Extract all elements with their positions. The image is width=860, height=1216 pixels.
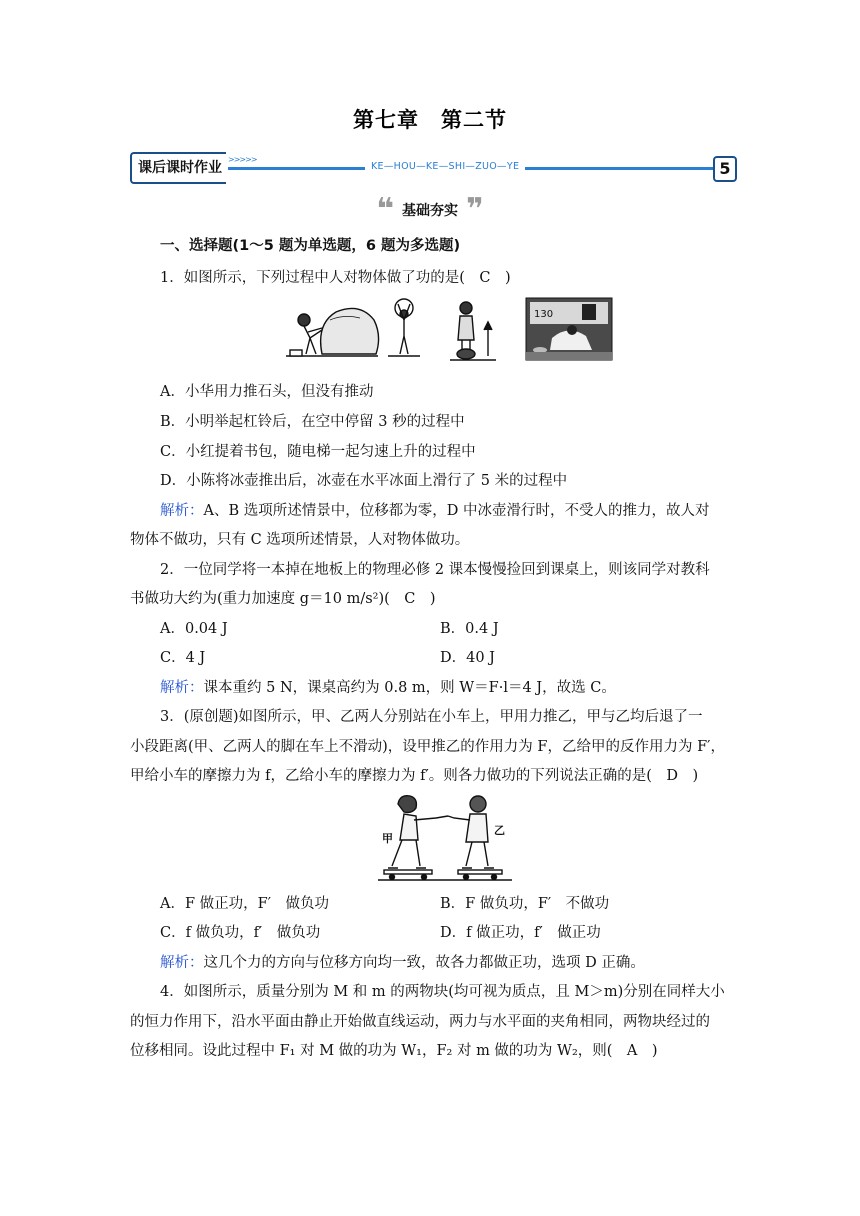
chapter-title: 第七章 第二节 (353, 108, 507, 132)
push-rock-illustration (286, 308, 379, 356)
banner-arrows-icon: >>>>> (228, 155, 257, 164)
q2-option-b: B．0.4 J (440, 621, 499, 637)
q3-option-a: A．F 做正功，F′ 做负功 (160, 896, 329, 912)
q1-stem: 1．如图所示，下列过程中人对物体做了功的是( C ) (160, 270, 511, 286)
q3-option-c: C．f 做负功，f′ 做负功 (160, 925, 321, 941)
q4-stem-line-3: 位移相同。设此过程中 F₁ 对 M 做的功为 W₁，F₂ 对 m 做的功为 W₂，则( A ) (130, 1043, 658, 1059)
banner-pinyin: KE—HOU—KE—SHI—ZUO—YE (365, 158, 525, 176)
q3-stem-line-1: 3．(原创题)如图所示，甲、乙两人分别站在小车上，甲用力推乙，甲与乙均后退了一 (160, 709, 703, 725)
q2-analysis (160, 676, 616, 697)
cart-yi (458, 870, 502, 874)
section-heading-label: 基础夯实 (402, 203, 458, 219)
q1-analysis-line-2: 物体不做功，只有 C 选项所述情景，人对物体做功。 (130, 532, 470, 548)
homework-banner (130, 152, 738, 184)
section-heading (0, 192, 860, 227)
q1-option-d: D．小陈将冰壶推出后，冰壶在水平冰面上滑行了 5 米的过程中 (160, 473, 568, 489)
close-quote-icon: ❞ (466, 192, 484, 227)
q2-option-c: C．4 J (160, 650, 206, 666)
q2-option-d: D．40 J (440, 650, 495, 666)
q3-option-d: D．f 做正功，f′ 做正功 (440, 925, 601, 941)
label-jia: 甲 (382, 832, 393, 845)
schoolbag-illustration (450, 302, 496, 360)
banner-number: 5 (713, 156, 737, 182)
part-title: 一、选择题(1～5 题为单选题，6 题为多选题) (160, 238, 461, 254)
q3-analysis-label: 解析： (160, 955, 204, 971)
q3-option-b: B．F 做负功，F′ 不做功 (440, 896, 610, 912)
cart-jia (384, 870, 432, 874)
q3-stem-line-2: 小段距离(甲、乙两人的脚在车上不滑动)，设甲推乙的作用力为 F，乙给甲的反作用力为 F′， (130, 739, 725, 755)
q2-option-a: A．0.04 J (160, 621, 228, 637)
q1-option-a: A．小华用力推石头，但没有推动 (160, 384, 374, 400)
curling-score-label: 130 (534, 309, 554, 320)
person-yi-illustration (448, 796, 494, 868)
q4-stem-line-2: 的恒力作用下，沿水平面由静止开始做直线运动，两力与水平面的夹角相同，两物块经过的 (130, 1014, 710, 1030)
q3-analysis-text: 这几个力的方向与位移方向均一致，故各力都做正功，选项 D 正确。 (203, 955, 645, 971)
q2-stem-line-2: 书做功大约为(重力加速度 g＝10 m/s²)( C ) (130, 591, 436, 607)
q1-figure (282, 294, 614, 364)
q1-analysis-label: 解析： (160, 503, 204, 519)
label-yi: 乙 (494, 824, 505, 837)
q3-stem-line-3: 甲给小车的摩擦力为 f，乙给小车的摩擦力为 f′。则各力做功的下列说法正确的是( D ) (130, 768, 699, 784)
q3-figure (378, 790, 512, 882)
curling-photo (526, 298, 612, 360)
open-quote-icon: ❝ (376, 192, 394, 227)
q2-stem-line-1: 2．一位同学将一本掉在地板上的物理必修 2 课本慢慢捡回到课桌上，则该同学对教科 (160, 562, 710, 578)
banner-tag: 课后课时作业 (130, 152, 226, 184)
q4-stem-line-1: 4．如图所示，质量分别为 M 和 m 的两物块(均可视为质点，且 M＞m)分别在同样大小 (160, 984, 725, 1000)
q1-option-c: C．小红提着书包，随电梯一起匀速上升的过程中 (160, 444, 476, 460)
person-jia-illustration (388, 796, 448, 868)
q2-analysis-label: 解析： (160, 680, 204, 696)
q1-analysis-text-1: A、B 选项所述情景中，位移都为零，D 中冰壶滑行时，不受人的推力，故人对 (203, 503, 710, 519)
barbell-illustration (388, 299, 420, 356)
q1-option-b: B．小明举起杠铃后，在空中停留 3 秒的过程中 (160, 414, 465, 430)
q3-analysis (160, 951, 645, 972)
q2-analysis-text: 课本重约 5 N，课桌高约为 0.8 m，则 W＝F·l＝4 J，故选 C。 (203, 680, 616, 696)
q1-analysis-line-1 (160, 499, 709, 520)
